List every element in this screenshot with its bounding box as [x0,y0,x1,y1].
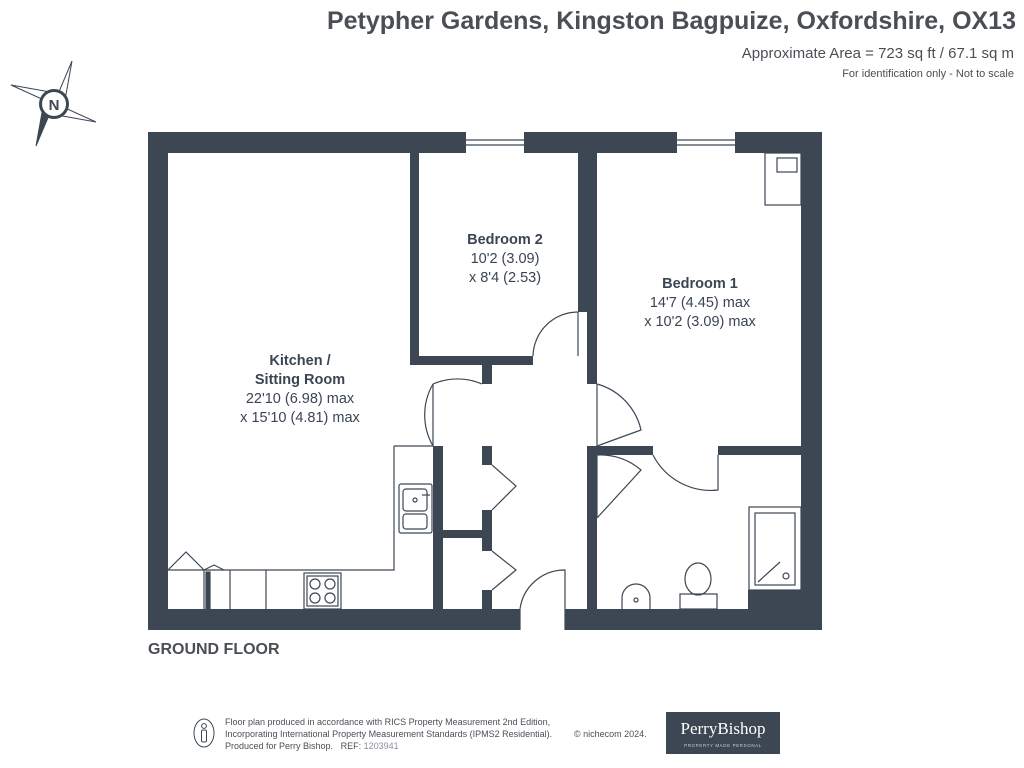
wall-cupboards-divider [443,530,482,538]
footer-line-3 [225,740,552,752]
door-bedroom-1 [597,384,641,446]
footer-statement [225,716,552,752]
room-dimension-1: 10'2 (3.09) [470,251,540,267]
door-bathroom [597,455,718,518]
footer-produced-for: Produced for Perry Bishop. [225,741,334,751]
outer-wall-bottom-left [148,609,520,630]
wall-bed1-bottom-right [718,446,802,455]
door-cupboard-1 [492,465,516,510]
door-cupboard-2 [492,551,516,590]
perry-bishop-logo [666,712,780,754]
outer-wall-top-mid [524,132,677,153]
kitchen-units [168,446,433,609]
outer-wall-top-left [148,132,466,153]
copyright: © nichecom 2024. [574,729,647,739]
floor-label: GROUND FLOOR [148,641,280,658]
outer-wall-left [148,132,168,630]
wall-hall-right-upper [587,365,597,384]
logo-brand: PerryBishop [680,719,766,738]
wall-cupboard-lower-right [482,510,492,551]
outer-wall-right [801,132,822,630]
outer-wall-bottom-right [565,609,822,630]
wall-stove-block [748,590,802,610]
shower-tray-icon [749,507,801,590]
room-label-bedroom-1 [620,275,780,332]
compass-letter: N [48,97,60,114]
approximate-area: Approximate Area = 723 sq ft / 67.1 sq m [741,45,1014,62]
toilet-icon [680,563,717,609]
wall-cupboard-lower-end [482,590,492,610]
footer-line-2: Incorporating International Property Measurement Standards (IPMS2 Residential). [225,729,553,739]
wall-bed2-left [410,152,419,365]
wall-bed2-right-upper [578,152,597,312]
sink-icon [399,484,432,533]
room-name: Bedroom 2 [467,232,543,248]
room-name: Kitchen / [269,353,331,369]
room-dimension-1: 22'10 (6.98) max [245,391,355,407]
basin-icon [622,584,650,609]
wall-bed2-right-lower [587,312,597,365]
room-dimension-2: x 8'4 (2.53) [468,270,542,286]
wall-bed2-bottom [410,356,533,365]
room-label-kitchen [210,352,390,428]
page-title: Petypher Gardens, Kingston Bagpuize, Oxfordshire, OX13 [326,7,1016,35]
footer-line-1: Floor plan produced in accordance with RICS Property Measurement 2nd Edition, [225,717,551,727]
room-dimension-1: 14'7 (4.45) max [649,295,751,311]
hob-icon [304,573,341,609]
wall-hall-left-upper [482,365,492,384]
room-name: Bedroom 1 [662,276,738,292]
window-bedroom-1 [677,132,735,153]
wall-bed1-bottom-left [597,446,653,455]
logo-tagline: PROPERTY MADE PERSONAL [684,743,762,748]
room-name-line-2: Sitting Room [254,372,346,388]
door-kitchen [425,379,482,446]
window-bedroom-2 [466,132,524,153]
footer-ref-label: REF: [340,741,362,751]
door-bedroom-2 [533,312,578,356]
wardrobe-bedroom-1 [765,153,801,205]
wall-hall-right [587,446,597,610]
wall-cupboard-upper-right [482,446,492,465]
room-dimension-2: x 15'10 (4.81) max [240,410,360,426]
footer-ref-value: 1203941 [363,741,399,751]
room-dimension-2: x 10'2 (3.09) max [644,314,756,330]
door-entrance [520,570,565,630]
room-label-bedroom-2 [430,231,580,288]
person-icon [193,718,215,748]
wall-hall-left [433,446,443,610]
scale-note: For identification only - Not to scale [842,68,1014,80]
kitchen-corner-cupboard [168,552,224,570]
